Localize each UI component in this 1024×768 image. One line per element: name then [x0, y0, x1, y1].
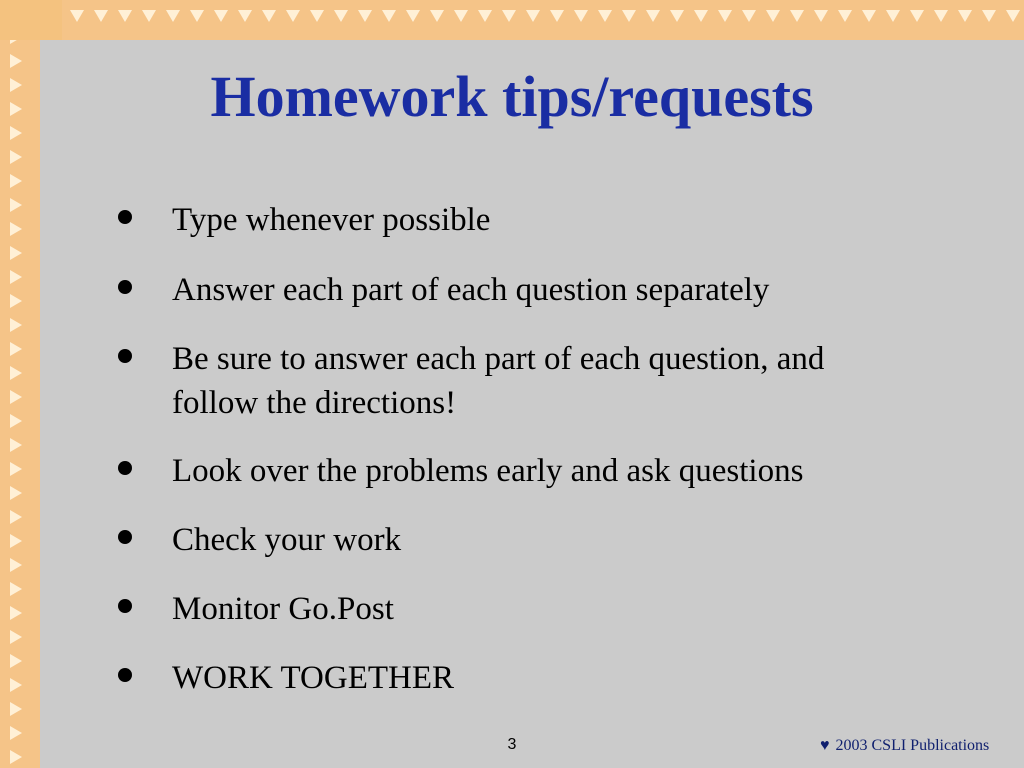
border-triangle	[10, 318, 22, 332]
border-triangle	[790, 10, 804, 22]
border-triangle	[10, 486, 22, 500]
border-triangle	[118, 10, 132, 22]
bullet-icon	[118, 668, 132, 682]
corner-accent-block	[0, 0, 62, 40]
border-triangle	[862, 10, 876, 22]
bullet-text: Check your work	[172, 522, 402, 558]
border-triangle	[454, 10, 468, 22]
border-triangle	[214, 10, 228, 22]
border-triangle	[406, 10, 420, 22]
top-decorative-border	[40, 0, 1024, 40]
border-triangle	[142, 10, 156, 22]
border-triangle	[262, 10, 276, 22]
slide-number: 3	[507, 736, 517, 753]
border-triangle	[742, 10, 756, 22]
border-triangle	[574, 10, 588, 22]
border-triangle	[430, 10, 444, 22]
border-triangle	[1006, 10, 1020, 22]
border-triangle	[10, 366, 22, 380]
border-triangle	[10, 606, 22, 620]
border-triangle	[10, 654, 22, 668]
border-triangle	[10, 678, 22, 692]
bullet-icon	[118, 280, 132, 294]
border-triangle	[670, 10, 684, 22]
border-triangle	[190, 10, 204, 22]
border-triangle	[10, 534, 22, 548]
border-triangle	[10, 150, 22, 164]
border-triangle	[238, 10, 252, 22]
border-triangle	[766, 10, 780, 22]
border-triangle	[10, 270, 22, 284]
border-triangle	[598, 10, 612, 22]
border-triangle	[10, 414, 22, 428]
heart-icon: ♥	[820, 737, 830, 754]
border-triangle	[10, 222, 22, 236]
border-triangle	[10, 558, 22, 572]
border-triangle	[10, 510, 22, 524]
slide-title: Homework tips/requests	[210, 64, 814, 129]
bullet-text: Be sure to answer each part of each question, and follow the directions!	[172, 341, 825, 421]
footer-copyright	[820, 737, 1020, 755]
border-triangle	[622, 10, 636, 22]
border-triangle	[358, 10, 372, 22]
border-triangle	[886, 10, 900, 22]
border-triangle	[646, 10, 660, 22]
border-triangle	[286, 10, 300, 22]
border-triangle	[694, 10, 708, 22]
border-triangle	[958, 10, 972, 22]
bullet-text: WORK TOGETHER	[172, 660, 455, 696]
border-triangle	[166, 10, 180, 22]
bullet-icon	[118, 210, 132, 224]
bullet-text: Answer each part of each question separately	[172, 272, 770, 308]
bullet-icon	[118, 461, 132, 475]
border-triangle	[814, 10, 828, 22]
border-triangle	[934, 10, 948, 22]
border-triangle	[10, 174, 22, 188]
border-triangle	[10, 726, 22, 740]
border-triangle	[10, 630, 22, 644]
border-triangle	[10, 438, 22, 452]
footer-text: 2003 CSLI Publications	[835, 737, 990, 754]
border-triangle	[10, 198, 22, 212]
border-triangle	[382, 10, 396, 22]
border-triangle	[526, 10, 540, 22]
border-triangle	[502, 10, 516, 22]
border-triangle	[334, 10, 348, 22]
border-triangle	[478, 10, 492, 22]
border-triangle	[550, 10, 564, 22]
border-triangle	[982, 10, 996, 22]
border-triangle	[10, 246, 22, 260]
border-triangle	[10, 750, 22, 764]
border-triangle	[10, 342, 22, 356]
bullet-text: Look over the problems early and ask questions	[172, 453, 804, 489]
border-triangle	[838, 10, 852, 22]
border-triangle	[10, 294, 22, 308]
bullet-icon	[118, 599, 132, 613]
border-triangle	[70, 10, 84, 22]
bullet-icon	[118, 530, 132, 544]
bullet-text: Monitor Go.Post	[172, 591, 394, 627]
border-triangle	[310, 10, 324, 22]
border-triangle	[10, 462, 22, 476]
border-triangle	[10, 702, 22, 716]
border-triangle	[10, 582, 22, 596]
border-triangle	[910, 10, 924, 22]
border-triangle	[10, 390, 22, 404]
bullet-icon	[118, 349, 132, 363]
bullet-text: Type whenever possible	[172, 202, 491, 238]
border-triangle	[94, 10, 108, 22]
border-triangle	[718, 10, 732, 22]
